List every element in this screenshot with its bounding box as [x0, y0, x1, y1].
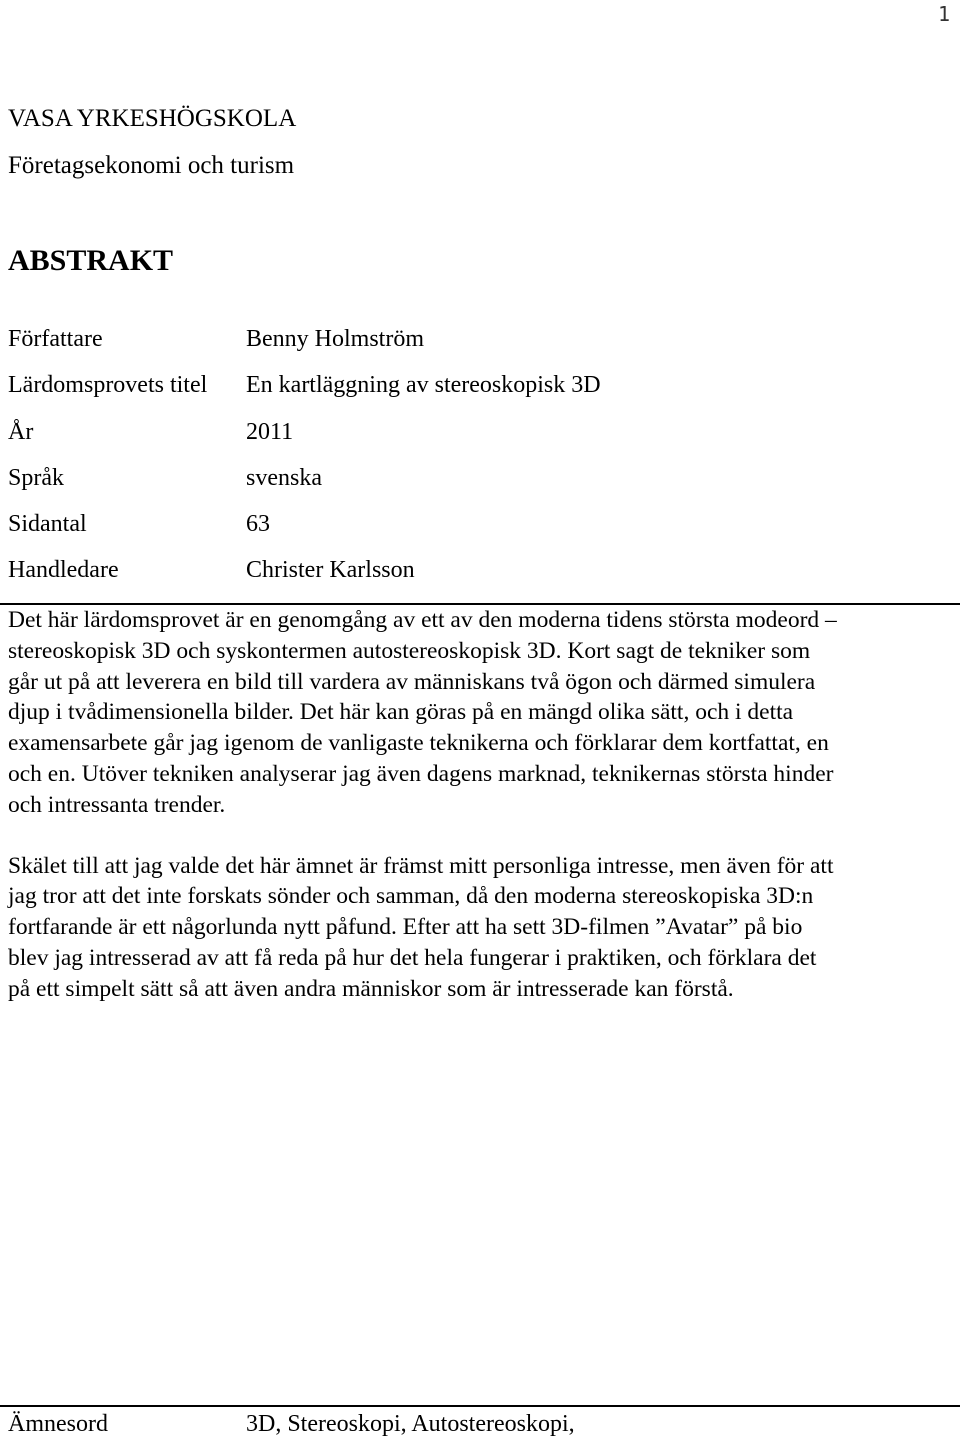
- metadata-label: Lärdomsprovets titel: [8, 372, 208, 398]
- abstract-paragraph-1: [8, 605, 953, 821]
- abstract-line: går ut på att leverera en bild till vardera av människans två ögon och därmed simulera: [8, 668, 816, 695]
- metadata-label: Språk: [8, 465, 64, 491]
- metadata-label: Författare: [8, 326, 103, 352]
- metadata-label: Handledare: [8, 557, 119, 583]
- page-number: 1: [937, 2, 950, 26]
- abstract-line: Det här lärdomsprovet är en genomgång av ett av den moderna tidens största modeord –: [8, 607, 837, 633]
- abstract-line: Skälet till att jag valde det här ämnet är främst mitt personliga intresse, men även för att: [8, 852, 834, 879]
- document-title: ABSTRAKT: [8, 244, 174, 277]
- keywords-label: Ämnesord: [8, 1411, 108, 1437]
- metadata-value: Benny Holmström: [246, 326, 424, 352]
- abstract-line: på ett simpelt sätt så att även andra människor som är intresserade kan förstå.: [8, 975, 734, 1002]
- metadata-value: Christer Karlsson: [246, 557, 415, 583]
- abstract-body: [8, 605, 953, 1005]
- metadata-value: 63: [246, 511, 270, 537]
- metadata-value: 2011: [246, 419, 294, 445]
- abstract-line: stereoskopisk 3D och syskontermen autostereoskopisk 3D. Kort sagt de tekniker som: [8, 637, 811, 664]
- metadata-value: En kartläggning av stereoskopisk 3D: [246, 372, 601, 398]
- abstract-line: och en. Utöver tekniken analyserar jag även dagens marknad, teknikernas största hinder: [8, 760, 834, 787]
- bottom-divider: [0, 1405, 960, 1407]
- keywords-value: 3D, Stereoskopi, Autostereoskopi,: [246, 1411, 575, 1437]
- abstract-line: fortfarande är ett någorlunda nytt påfund. Efter att ha sett 3D-filmen ”Avatar” på bio: [8, 914, 803, 941]
- abstract-paragraph-2: [8, 851, 953, 1005]
- abstract-line: och intressanta trender.: [8, 791, 226, 818]
- department-name: Företagsekonomi och turism: [8, 152, 295, 179]
- abstract-line: djup i tvådimensionella bilder. Det här kan göras på en mängd olika sätt, och i detta: [8, 699, 794, 726]
- abstract-line: examensarbete går jag igenom de vanligaste teknikerna och förklarar dem kortfattat, en: [8, 730, 829, 757]
- abstract-line: jag tror att det inte forskats sönder och samman, då den moderna stereoskopiska 3D:n: [8, 883, 814, 910]
- metadata-label: År: [8, 419, 34, 445]
- metadata-value: svenska: [246, 465, 322, 491]
- abstract-line: blev jag intresserad av att få reda på hur det hela fungerar i praktiken, och förklara det: [8, 944, 817, 971]
- institution-name: VASA YRKESHÖGSKOLA: [8, 105, 297, 132]
- metadata-label: Sidantal: [8, 511, 87, 537]
